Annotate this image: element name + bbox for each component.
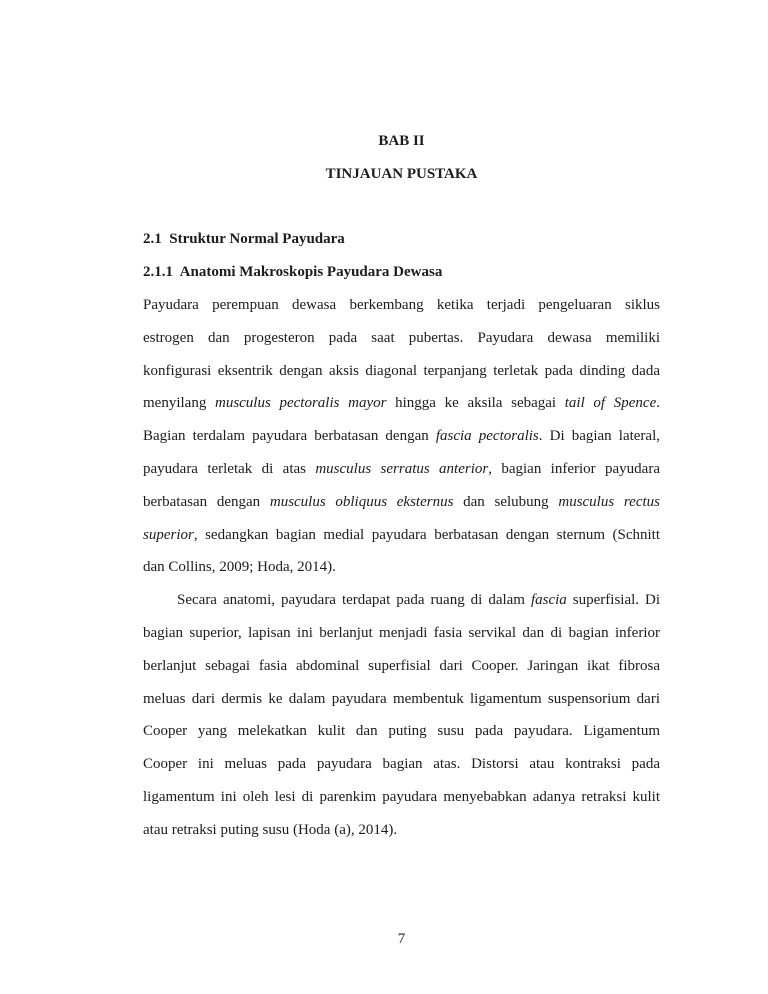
text-line [143,420,660,453]
italic-text-run: musculus pectoralis mayor [214,395,387,412]
page-number: 7 [397,931,406,947]
chapter-title: TINJAUAN PUSTAKA [325,165,478,182]
text-line [143,584,660,617]
text-run: payudara terletak di atas [143,460,316,477]
section-heading: 2.1 Struktur Normal Payudara [143,231,345,248]
text-run: Bagian terdalam payudara berbatasan dengan [143,428,436,445]
text-run: dan selubung [453,493,559,510]
text-run: dan Collins, 2009; Hoda, 2014). [143,559,336,576]
text-run: Payudara perempuan dewasa berkembang ketika terjadi pengeluaran siklus [143,296,660,313]
subsection-heading: 2.1.1 Anatomi Makroskopis Payudara Dewasa [143,264,443,281]
text-line [143,355,660,388]
italic-text-run: superior [143,526,194,543]
text-line [143,387,660,420]
text-run: , sedangkan bagian medial payudara berbatasan dengan sternum (Schnitt [193,526,660,543]
text-line [143,519,660,552]
text-run: Cooper yang melekatkan kulit dan puting susu pada payudara. Ligamentum [143,723,660,740]
italic-text-run: musculus serratus anterior [315,460,489,477]
text-line [143,289,660,322]
text-line [143,551,660,584]
text-run: , bagian inferior payudara [488,460,660,477]
text-line [143,650,660,683]
text-run: menyilang [143,395,215,412]
text-run: berlanjut sebagai fasia abdominal superfisial dari Cooper. Jaringan ikat fibrosa [143,657,660,674]
text-line [143,814,660,847]
text-run: meluas dari dermis ke dalam payudara membentuk ligamentum suspensorium dari [143,690,660,707]
text-line [143,683,660,716]
text-run: berbatasan dengan [143,493,270,510]
italic-text-run: musculus rectus [558,493,660,510]
text-run: Cooper ini meluas pada payudara bagian atas. Distorsi atau kontraksi pada [143,756,660,773]
blank-line [143,191,660,224]
text-line [143,748,660,781]
italic-text-run: musculus obliquus eksternus [269,493,454,510]
text-run: Secara anatomi, payudara terdapat pada ruang di dalam [177,592,531,609]
chapter-heading: BAB II [378,133,425,149]
text-line [143,322,660,355]
text-line [143,715,660,748]
text-line [143,486,660,519]
italic-text-run: tail of Spence [564,395,657,412]
text-line [143,453,660,486]
text-run: atau retraksi puting susu (Hoda (a), 2014). [143,821,398,838]
text-run: konfigurasi eksentrik dengan aksis diagonal terpanjang terletak pada dinding dada [143,362,660,379]
text-run: superfisial. Di [566,592,661,609]
italic-text-run: fascia [530,592,567,609]
text-run: . Di bagian lateral, [538,428,660,445]
text-run: hingga ke aksila sebagai [386,395,565,412]
italic-text-run: fascia pectoralis [435,428,539,445]
text-line [143,781,660,814]
body-paragraphs [143,289,660,847]
text-run: bagian superior, lapisan ini berlanjut menjadi fasia servikal dan di bagian inferior [143,624,660,641]
text-run: . [656,395,660,412]
page-content [143,125,660,847]
text-line [143,617,660,650]
text-run: ligamentum ini oleh lesi di parenkim payudara menyebabkan adanya retraksi kulit [143,788,660,805]
text-run: estrogen dan progesteron pada saat pubertas. Payudara dewasa memiliki [143,329,660,346]
